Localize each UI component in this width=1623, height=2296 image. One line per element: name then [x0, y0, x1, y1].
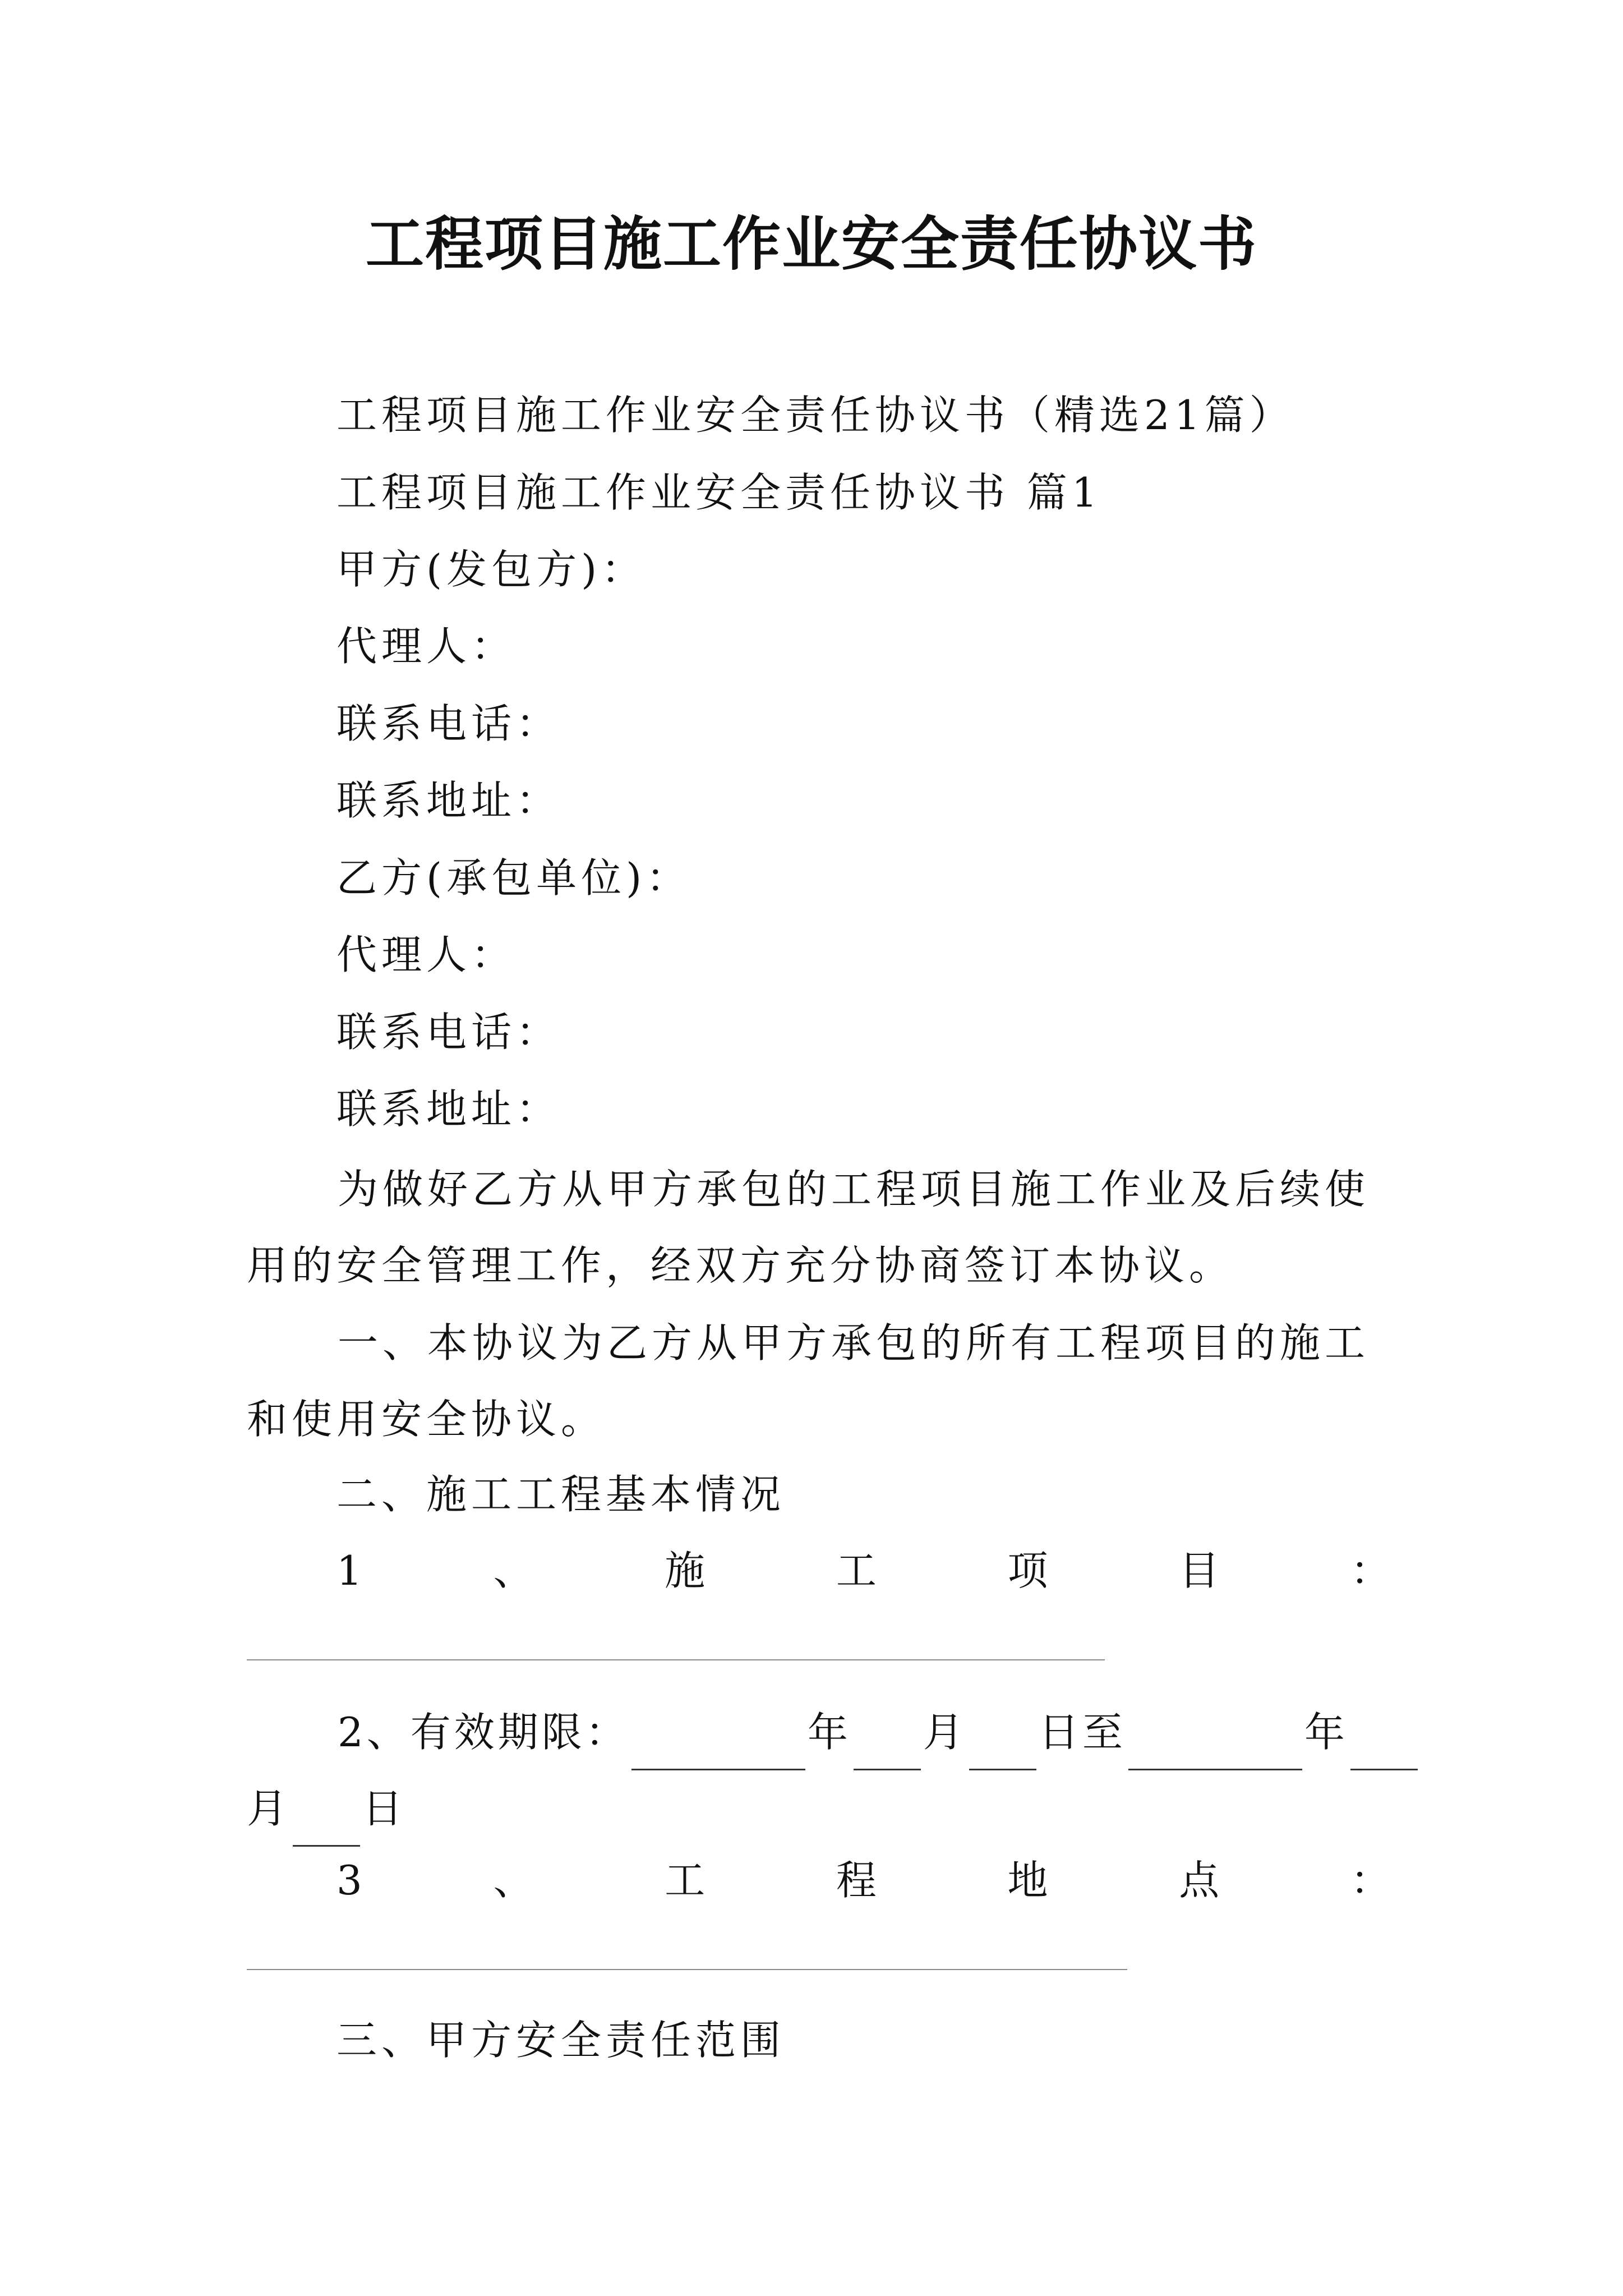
item-1-char: ：	[1350, 1547, 1391, 1594]
item-3-project-location	[336, 1852, 1391, 1908]
month-label: 月	[923, 1709, 967, 1756]
clause-2-heading: 二、施工工程基本情况	[336, 1471, 786, 1518]
item-1-char: 工	[836, 1547, 877, 1594]
party-b-label: 乙方(承包单位)：	[336, 854, 691, 901]
month-label: 月	[247, 1785, 291, 1832]
day-blank	[969, 1729, 1036, 1770]
item-3-char: 3	[336, 1857, 362, 1904]
item-3-char: 、	[493, 1857, 534, 1904]
item-1-char: 项	[1007, 1547, 1048, 1594]
day-to-label: 日至	[1038, 1709, 1126, 1756]
item-3-char: 点	[1179, 1857, 1220, 1904]
item-1-char: 1	[336, 1547, 362, 1594]
document-title: 工程项目施工作业安全责任协议书	[365, 210, 1257, 278]
document-subtitle: 工程项目施工作业安全责任协议书（精选21篇）	[336, 392, 1294, 439]
party-a-phone: 联系电话：	[336, 700, 561, 747]
item-1-char: 施	[665, 1547, 706, 1594]
item-3-char: ：	[1350, 1857, 1391, 1904]
party-a-address: 联系地址：	[336, 777, 561, 824]
day-label: 日	[362, 1785, 407, 1832]
item-1-fill-line	[247, 1659, 1105, 1660]
year-blank	[631, 1729, 805, 1770]
item-3-char: 地	[1007, 1857, 1048, 1904]
year-label: 年	[1304, 1709, 1348, 1756]
item-1-char: 目	[1179, 1547, 1220, 1594]
section-heading: 工程项目施工作业安全责任协议书 篇1	[336, 469, 1102, 516]
item-3-char: 工	[665, 1857, 706, 1904]
day-blank	[293, 1806, 360, 1847]
item-1-construction-project	[336, 1543, 1391, 1599]
party-b-phone: 联系电话：	[336, 1009, 561, 1056]
month-blank	[854, 1729, 921, 1770]
intro-paragraph: 为做好乙方从甲方承包的工程项目施工作业及后续使用的安全管理工作，经双方充分协商签订本协议。	[247, 1166, 1370, 1289]
party-b-address: 联系地址：	[336, 1085, 561, 1133]
party-b-agent: 代理人：	[336, 931, 517, 978]
item-2-validity-period	[247, 1694, 1391, 1847]
item-3-fill-line	[247, 1969, 1127, 1970]
party-a-agent: 代理人：	[336, 623, 517, 670]
clause-1: 一、本协议为乙方从甲方承包的所有工程项目的施工和使用安全协议。	[247, 1319, 1370, 1443]
party-a-label: 甲方(发包方)：	[336, 546, 647, 593]
item-2-prefix: 2、有效期限：	[338, 1709, 629, 1756]
year-label: 年	[807, 1709, 851, 1756]
item-3-char: 程	[836, 1857, 877, 1904]
month-blank	[1350, 1729, 1418, 1770]
clause-3-heading: 三、甲方安全责任范围	[336, 2017, 786, 2064]
item-1-char: 、	[493, 1547, 534, 1594]
year-blank	[1128, 1729, 1302, 1770]
